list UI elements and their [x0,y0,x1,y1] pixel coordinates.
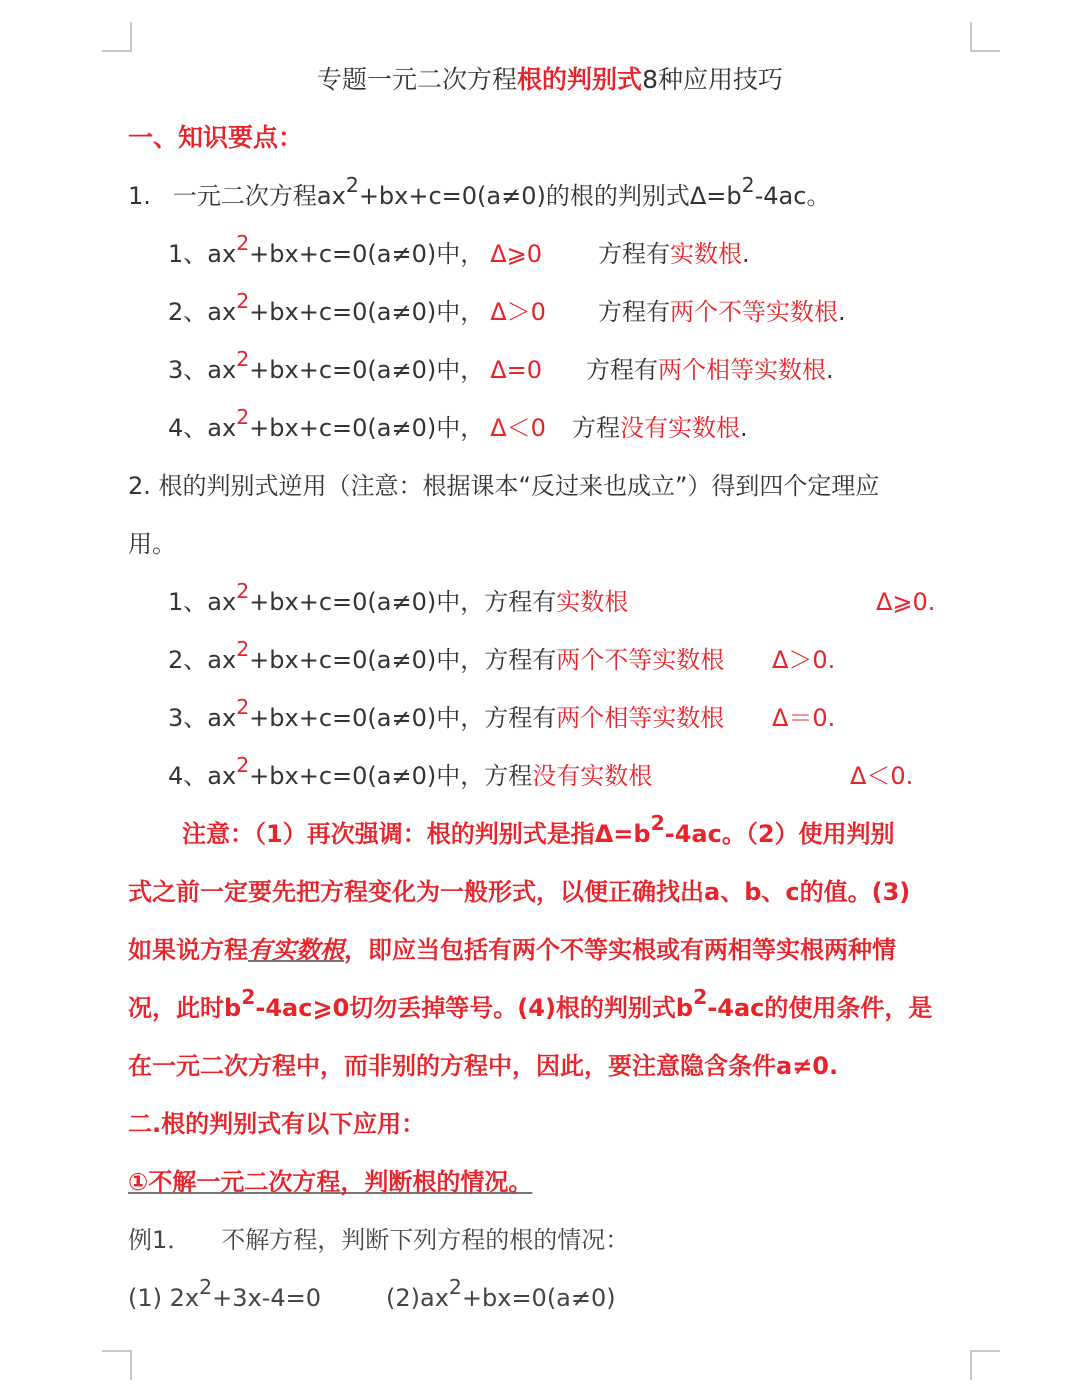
item-equation: +bx+c=0(a≠0)中， [249,762,485,790]
item-condition: Δ=0 [490,356,543,384]
item-number: 4、ax [168,762,237,790]
item-conclusion: 实数根 [556,588,629,616]
note-line: 况，此时$b^2-4ac⩾0$切勿丢掉等号。(4)根的判别式$b^2-4ac$的使用条件，是 [128,984,933,1022]
superscript: 2 [236,636,250,661]
example-label: 例1． [128,1226,192,1254]
item-condition: Δ＞0 [490,298,546,326]
point2-line1: 2. 根的判别式逆用（注意：根据课本“反过来也成立”）得到四个定理应 [128,472,880,500]
superscript: 2 [236,288,250,313]
item-equation: +bx+c=0(a≠0)中， [249,240,485,268]
point2-line2: 用。 [128,530,176,558]
item-conclusion: 两个相等实数根 [556,704,725,732]
item-conclusion: 方程有两个相等实数根. [586,356,834,384]
item-condition: Δ⩾0 [490,240,543,268]
item-equation: +bx+c=0(a≠0)中， [249,298,485,326]
item-conclusion: 方程有两个不等实数根. [598,298,846,326]
item-number: 1、ax [168,240,237,268]
equation-1: (1) $2x^2+3x-4=0$ [128,1274,321,1312]
list1-item [168,230,750,270]
item-equation: +bx+c=0(a≠0)中， [249,646,485,674]
item-conclusion-prefix: 方程有 [484,646,557,674]
item-equation: +bx+c=0(a≠0)中， [249,414,485,442]
item-number: 4、ax [168,414,237,442]
point1-text: +bx+c=0(a≠0)的根的判别式Δ=b [358,182,742,210]
item-condition: Δ＜0 [490,414,546,442]
example1 [128,1224,629,1256]
title-suffix: 8种应用技巧 [642,65,783,94]
item-conclusion-prefix: 方程有 [484,588,557,616]
list1-item [168,288,846,328]
item-conclusion: 没有实数根 [532,762,653,790]
page-corner-mark-bottom-left [102,1350,132,1380]
list1-item [168,404,748,444]
item-equation: +bx+c=0(a≠0)中， [249,356,485,384]
item-conclusion: 方程没有实数根. [572,414,748,442]
superscript: 2 [236,346,250,371]
note-line: 如果说方程有实数根，即应当包括有两个不等实根或有两相等实根两种情 [128,936,896,964]
item-condition: Δ＜0. [850,762,914,790]
list2-item [168,578,968,618]
superscript: 2 [236,404,250,429]
item-number: 2、ax [168,298,237,326]
note-line: 式之前一定要先把方程变化为一般形式，以便正确找出a、b、c的值。(3) [128,878,911,906]
item-equation: +bx+c=0(a≠0)中， [249,588,485,616]
example1-equations [128,1274,928,1314]
item-number: 3、ax [168,704,237,732]
item-conclusion-prefix: 方程有 [484,704,557,732]
note-line: 注意：（1）再次强调：根的判别式是指$\Delta=b^2-4ac$。（2）使用判别 [182,810,895,848]
point1 [128,172,831,212]
item-number: 1、ax [168,588,237,616]
page-corner-mark-top-right [970,22,1000,52]
point1-text: 一元二次方程ax [172,182,346,210]
page-corner-mark-top-left [102,22,132,52]
equation-2: $(2)ax^2+bx=0(a\ne 0)$ [386,1274,616,1312]
item-conclusion-prefix: 方程 [484,762,533,790]
superscript: 2 [345,172,359,197]
point1-number: 1. [128,182,151,210]
emphasis-underlined: 有实数根 [248,936,344,964]
title-highlight: 根的判别式 [517,65,643,94]
note-line: 在一元二次方程中，而非别的方程中，因此，要注意隐含条件a≠0. [128,1052,839,1080]
item-condition: Δ⩾0. [876,588,936,616]
item-condition: Δ＝0. [772,704,836,732]
item-conclusion: 方程有实数根. [598,240,750,268]
example-text: 不解方程，判断下列方程的根的情况： [221,1226,630,1254]
superscript: 2 [741,172,755,197]
item-equation: +bx+c=0(a≠0)中， [249,704,485,732]
item-number: 3、ax [168,356,237,384]
list2-item [168,752,968,792]
superscript: 2 [236,578,250,603]
point1-text: -4ac。 [754,182,831,210]
title-prefix: 专题一元二次方程 [317,65,518,94]
page-corner-mark-bottom-right [970,1350,1000,1380]
superscript: 2 [236,230,250,255]
superscript: 2 [236,752,250,777]
section2-heading: 二.根的判别式有以下应用： [128,1110,426,1138]
application-1-heading: ①不解一元二次方程，判断根的情况。 [128,1168,533,1196]
item-condition: Δ＞0. [772,646,836,674]
list1-item [168,346,834,386]
item-conclusion: 两个不等实数根 [556,646,725,674]
page-title [0,64,1080,96]
list2-item [168,636,968,676]
section1-heading: 一、知识要点： [128,123,304,152]
superscript: 2 [236,694,250,719]
list2-item [168,694,968,734]
item-number: 2、ax [168,646,237,674]
